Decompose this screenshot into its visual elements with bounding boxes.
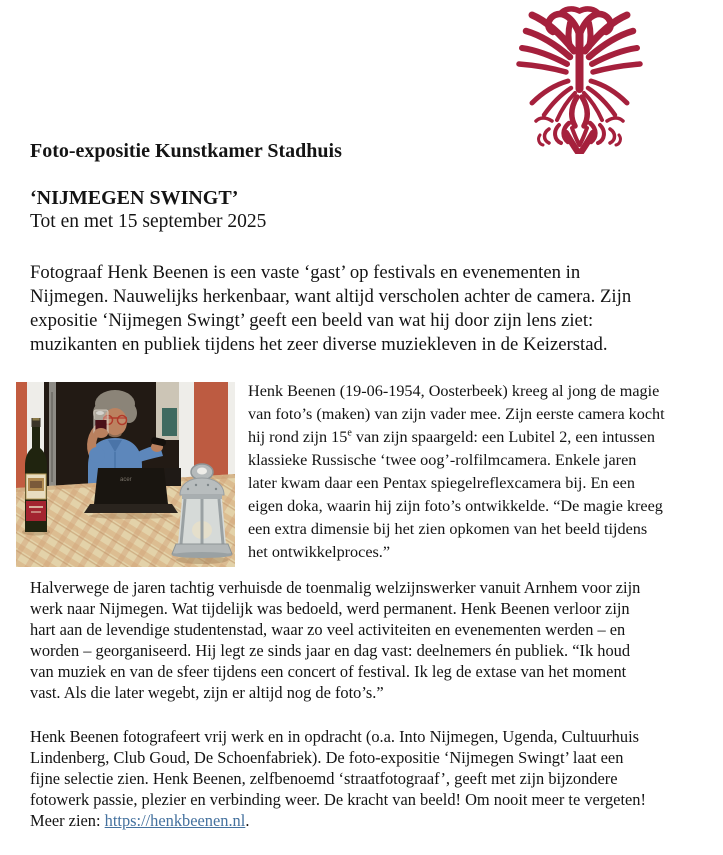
link-suffix: . [245,811,250,830]
bio-line: eigen doka, waarin hij zijn foto’s ontwikkelde. “De magie kreeg [248,497,663,515]
superscript-e: e [347,427,352,439]
laptop [84,468,178,519]
outro-line: Henk Beenen fotografeert vrij werk en in opdracht (o.a. Into Nijmegen, Ugenda, Cultuurhuis [30,727,639,746]
more-info-label: Meer zien: [30,811,105,830]
henkbeenen-website-link[interactable]: https://henkbeenen.nl [104,811,246,830]
bio-line: Henk Beenen (19-06-1954, Oosterbeek) kreeg al jong de magie [248,382,660,400]
history-line: van muziek en van de sfeer tijdens een concert of festival. Ik leg de extase van het moment [30,662,627,681]
bio-paragraph [248,380,665,564]
nijmegen-eagle-icon [516,1,643,154]
history-line: vast. Als die later wegebt, zijn er altijd nog de foto’s.” [30,683,384,702]
history-line: Halverwege de jaren tachtig verhuisde de toenmalig welzijnswerker vanuit Arnhem voor zijn [30,578,641,597]
intro-line: muzikanten en publiek tijdens het zeer diverse muziekleven in de Keizerstad. [30,334,608,355]
history-line: worden – georganiseerd. Hij legt ze sinds jaar en dag vast: deelnemers én publiek. “Ik houd [30,641,631,660]
expo-title: ‘NIJMEGEN SWINGT’ [30,187,239,209]
svg-text:acer: acer [120,477,132,483]
nijmegen-eagle-logo [516,1,643,154]
photo-henk-beenen [16,382,235,567]
outro-line: fijne selectie zien. Henk Beenen, zelfbenoemd ‘straatfotograaf’, geeft met zijn bijzondere [30,769,618,788]
expo-period: Tot en met 15 september 2025 [30,211,267,232]
bio-line: het ontwikkelproces.” [248,543,391,561]
outro-paragraph [30,726,646,831]
more-info-line [30,810,646,831]
intro-paragraph [30,261,631,357]
bio-line: een extra dimensie bij het zien opkomen van het beeld tijdens [248,520,648,538]
outro-line: Lindenberg, Club Goud, De Schoenfabriek). De foto-expositie ‘Nijmegen Swingt’ laat een [30,748,624,767]
bio-line: klassieke Russische ‘twee oog’-rolfilmcamera. Enkele jaren [248,451,637,469]
outro-line: fotowerk passie, plezier en verbinding weer. De kracht van beeld! Om nooit meer te vergeten! [30,790,646,809]
bio-line: hij rond zijn 15e van zijn spaargeld: een Lubitel 2, een intussen [248,427,655,446]
history-line: werk naar Nijmegen. Wat tijdelijk was bedoeld, werd permanent. Henk Beenen verloor zijn [30,599,630,618]
history-line: hart aan de levendige studentenstad, waar zo veel activiteiten en evenementen werden – en [30,620,626,639]
history-paragraph [30,577,640,703]
intro-line: expositie ‘Nijmegen Swingt’ geeft een beeld van wat hij door zijn lens ziet: [30,310,594,331]
bio-line: later kwam daar een Pentax spiegelreflexcamera bij. En een [248,474,635,492]
page-title: Foto-expositie Kunstkamer Stadhuis [30,140,342,162]
intro-line: Fotograaf Henk Beenen is een vaste ‘gast’ op festivals en evenementen in [30,262,581,283]
intro-line: Nijmegen. Nauwelijks herkenbaar, want altijd verscholen achter de camera. Zijn [30,286,632,307]
bio-line: van foto’s (maken) van zijn vader mee. Zijn eerste camera kocht [248,405,665,423]
